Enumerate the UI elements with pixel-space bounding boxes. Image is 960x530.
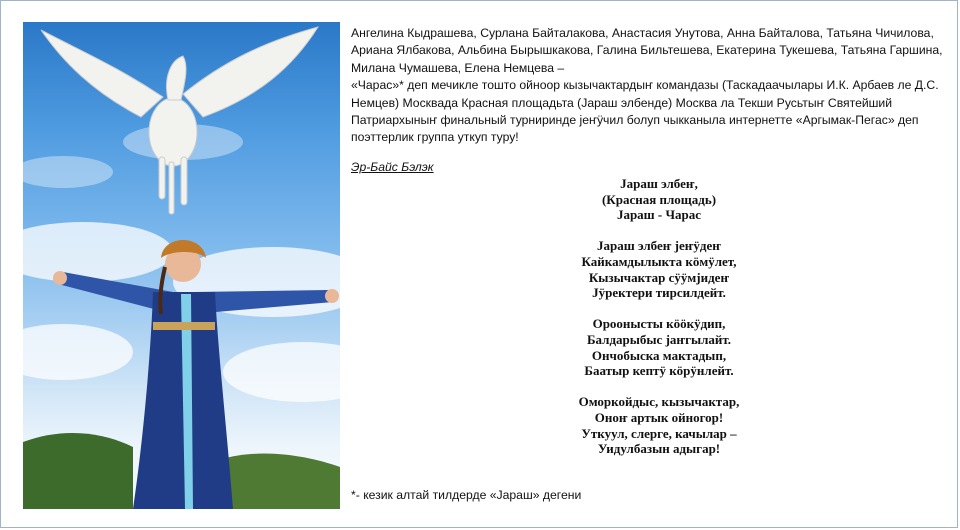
poem-stanza-3 xyxy=(514,316,804,378)
poem-line: Јараш - Чарас xyxy=(616,207,702,223)
photo-illustration xyxy=(23,22,340,509)
poem-line: Јӱректери тирсилдейт. xyxy=(592,285,726,301)
poem-line: Оморкойдыс, кызычактар, xyxy=(578,394,740,410)
poem-line: Оноҥ артык ойногор! xyxy=(594,409,724,425)
poem-line: Баатыр кептӱ кӧрӱнлейт. xyxy=(584,363,734,379)
poem-stanza-4 xyxy=(514,394,804,456)
poem-line: Кызычактар сӱӱмјидеҥ xyxy=(588,269,730,285)
poem-line: Балдарыбыс јаҥгылайт. xyxy=(586,331,732,347)
intro-paragraph: «Чарас»* деп мечикле тошто ойноор кызычактардыҥ командазы (Таскадаачылары И.К. Арбаев ле Д.С. Немцев) Москвада Красная площадьта (Јараш элбенде) Москва ла Текши Русьтыҥ Святейший Патриархыныҥ финальный турниринде јеҥӱчил болуп чыкканыла интернетте «Аргымак-Пегас» деп поэттерлик группа уткуп туру! xyxy=(351,78,939,145)
poem-stanza-1 xyxy=(514,176,804,223)
green-hills xyxy=(23,433,133,509)
footnote: *- кезик алтай тилдерде «Јараш» дегени xyxy=(351,488,582,502)
poem-line: Ончобыска мактадып, xyxy=(591,347,727,363)
poem-stanza-2 xyxy=(514,238,804,300)
poem-line: Уидулбазын адыгар! xyxy=(597,441,721,457)
poem-author: Эр-Байс Бэлэк xyxy=(351,160,434,174)
intro-text-block xyxy=(351,25,954,147)
team-member-names: Ангелина Кыдрашева, Сурлана Байталакова, Анастасия Унутова, Анна Байталова, Татьяна Чичилова, Ариана Ялбакова, Альбина Бырышкакова, Галина Бильтешева, Екатерина Тукешева, Татьяна Гаршина, Милана Чумашева, Елена Немцева – xyxy=(351,26,943,75)
poem-line: Јараш элбеҥ, xyxy=(620,176,698,191)
poem-line: Кайкамдылыкта кӧмӱлет, xyxy=(581,253,737,269)
poem-line: Ороонысты кӧӧкӱдип, xyxy=(592,316,726,332)
poem-line: Уткуул, слерге, качылар – xyxy=(581,425,737,441)
poem xyxy=(514,176,804,472)
poem-line: Јараш элбеҥ јеҥӱдеҥ xyxy=(597,238,721,254)
pegasus-dancer-photo xyxy=(23,22,340,509)
poem-line: (Красная площадь) xyxy=(601,191,717,207)
